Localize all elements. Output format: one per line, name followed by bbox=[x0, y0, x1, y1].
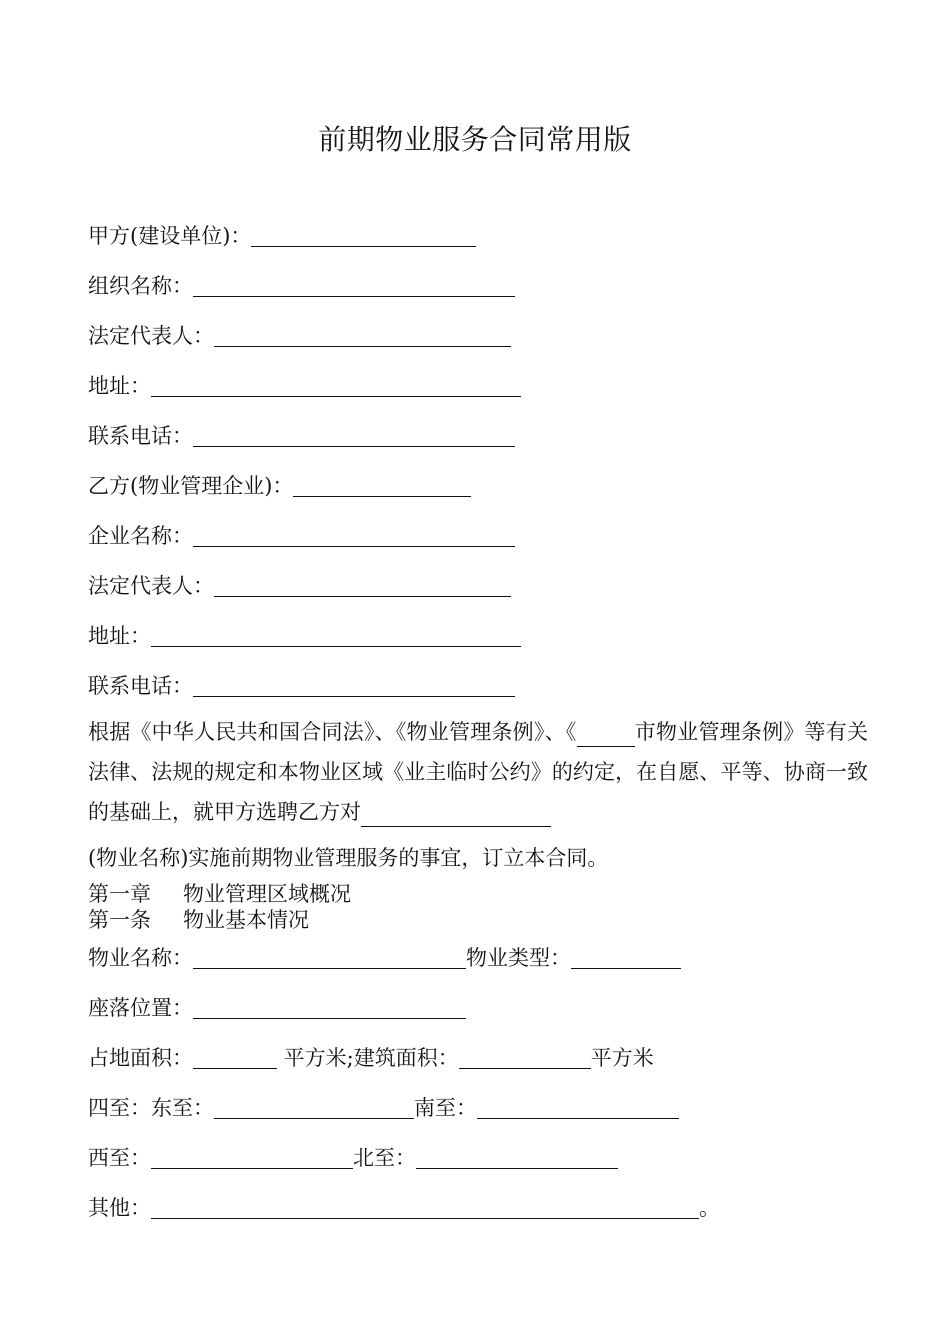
building-area-label: 建筑面积： bbox=[353, 1046, 459, 1070]
party-a-legal-rep-blank[interactable] bbox=[214, 322, 511, 347]
party-b-legal-rep-label: 法定代表人： bbox=[88, 574, 214, 598]
other-line bbox=[88, 1192, 720, 1224]
location-label: 座落位置： bbox=[88, 996, 193, 1020]
article-1-heading bbox=[88, 906, 309, 934]
boundaries-label: 四至： bbox=[88, 1096, 151, 1120]
party-a-org-name-line bbox=[88, 270, 515, 302]
sqm-unit-2: 平方米 bbox=[590, 1046, 654, 1070]
south-label: 南至： bbox=[414, 1096, 477, 1120]
east-label: 东至： bbox=[151, 1096, 214, 1120]
party-b-phone-line bbox=[88, 670, 515, 702]
land-area-blank[interactable] bbox=[193, 1044, 277, 1069]
preamble-part3: (物业名称)实施前期物业管理服务的事宜，订立本合同。 bbox=[88, 846, 609, 870]
property-type-label: 物业类型： bbox=[466, 946, 571, 970]
party-a-legal-rep-line bbox=[88, 320, 511, 352]
location-blank[interactable] bbox=[193, 994, 466, 1019]
west-blank[interactable] bbox=[151, 1144, 353, 1169]
party-a-phone-line bbox=[88, 420, 515, 452]
location-line bbox=[88, 992, 466, 1024]
party-b-phone-label: 联系电话： bbox=[88, 674, 193, 698]
property-name-blank[interactable] bbox=[193, 944, 466, 969]
west-label: 西至： bbox=[88, 1146, 151, 1170]
party-a-org-name-blank[interactable] bbox=[193, 272, 515, 297]
party-b-company-name-blank[interactable] bbox=[193, 522, 515, 547]
document-title: 前期物业服务合同常用版 bbox=[318, 123, 632, 156]
sqm-unit-1: 平方米; bbox=[277, 1046, 354, 1070]
party-a-address-line bbox=[88, 370, 521, 402]
party-b-address-label: 地址： bbox=[88, 624, 151, 648]
party-b-blank[interactable] bbox=[293, 472, 471, 497]
land-area-label: 占地面积： bbox=[88, 1046, 193, 1070]
area-line bbox=[88, 1042, 654, 1074]
party-b-legal-rep-blank[interactable] bbox=[214, 572, 511, 597]
building-area-blank[interactable] bbox=[459, 1044, 591, 1069]
party-a-phone-blank[interactable] bbox=[193, 422, 515, 447]
property-name-label: 物业名称： bbox=[88, 946, 193, 970]
boundaries-west-north-line bbox=[88, 1142, 618, 1174]
city-blank[interactable] bbox=[577, 722, 635, 747]
property-name-type-line bbox=[88, 942, 681, 974]
other-label: 其他： bbox=[88, 1196, 151, 1220]
north-blank[interactable] bbox=[416, 1144, 618, 1169]
party-a-address-blank[interactable] bbox=[151, 372, 521, 397]
other-end: 。 bbox=[699, 1196, 720, 1220]
preamble-part1: 根据《中华人民共和国合同法》、《物业管理条例》、《 bbox=[88, 720, 577, 744]
property-name-blank-preamble[interactable] bbox=[361, 802, 551, 827]
party-a-org-name-label: 组织名称： bbox=[88, 274, 193, 298]
north-label: 北至： bbox=[353, 1146, 416, 1170]
party-a-phone-label: 联系电话： bbox=[88, 424, 193, 448]
party-a-address-label: 地址： bbox=[88, 374, 151, 398]
party-a-heading-line bbox=[88, 220, 476, 252]
party-b-phone-blank[interactable] bbox=[193, 672, 515, 697]
party-a-blank[interactable] bbox=[251, 222, 476, 247]
party-b-company-name-line bbox=[88, 520, 515, 552]
party-b-heading-line bbox=[88, 470, 471, 502]
party-b-heading: 乙方(物业管理企业)： bbox=[88, 474, 294, 498]
party-a-heading: 甲方(建设单位)： bbox=[88, 224, 252, 248]
chapter-1-label: 第一章 bbox=[88, 882, 151, 906]
chapter-1-title: 物业管理区域概况 bbox=[183, 882, 351, 906]
chapter-1-heading bbox=[88, 880, 351, 908]
boundaries-east-south-line bbox=[88, 1092, 679, 1124]
party-a-legal-rep-label: 法定代表人： bbox=[88, 324, 214, 348]
property-type-blank[interactable] bbox=[571, 944, 681, 969]
preamble-part2: 市物业管理条例》等有关法律、法规的规定和本物业区域《业主临时公约》的约定，在自愿、平等、协商一致的基础上，就甲方选聘乙方对 bbox=[88, 720, 869, 824]
party-b-address-line bbox=[88, 620, 521, 652]
party-b-company-name-label: 企业名称： bbox=[88, 524, 193, 548]
party-b-legal-rep-line bbox=[88, 570, 511, 602]
party-b-address-blank[interactable] bbox=[151, 622, 521, 647]
preamble-end-line bbox=[88, 842, 608, 874]
east-blank[interactable] bbox=[214, 1094, 414, 1119]
article-1-title: 物业基本情况 bbox=[183, 908, 309, 932]
article-1-label: 第一条 bbox=[88, 908, 151, 932]
other-blank[interactable] bbox=[151, 1194, 699, 1219]
preamble-paragraph bbox=[88, 712, 868, 832]
south-blank[interactable] bbox=[477, 1094, 679, 1119]
